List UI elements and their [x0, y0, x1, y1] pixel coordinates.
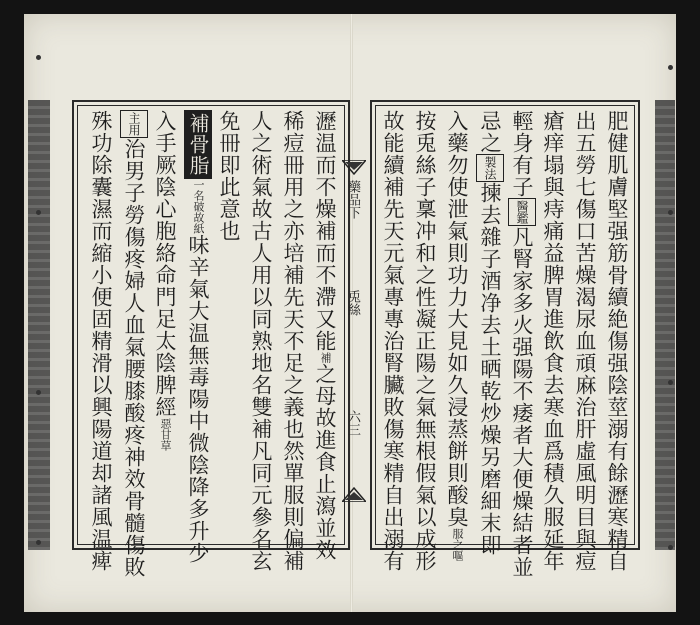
banxin-herb-name: 兎絲 [345, 290, 360, 316]
fish-tail-mark-top [342, 160, 366, 176]
binding-hole [668, 210, 673, 215]
right-column-5: 忌之製法揀去雜子酒净去土晒乾炒燥另磨細末即 [478, 110, 502, 556]
left-column-1: 瀝温而不燥補而不滯又能補之母故進食止瀉並效 [313, 110, 337, 561]
left-page-frame [72, 100, 350, 578]
fish-tail-mark-bottom [342, 486, 366, 502]
right-column-1: 肥健肌膚堅强筋骨續絶傷强陰莖溺有餘瀝寒精自 [605, 110, 629, 572]
banxin-page-number: 六三 [345, 410, 360, 436]
entry-title: 補骨脂 [184, 110, 212, 179]
left-column-6: 入手厥陰心胞絡命門足太陰脾經惡甘草 [153, 110, 177, 451]
left-column-2: 稀痘冊用之亦培補先天不足之義也然單服則偏補 [281, 110, 305, 572]
binding-hole [668, 380, 673, 385]
citation-label: 醫鑑 [508, 198, 536, 226]
page-edge-right [655, 100, 675, 550]
right-column-3: 瘡痒塌與痔痛益脾胃進飲食去寒血爲積久服延年 [541, 110, 565, 572]
binding-hole [36, 55, 41, 60]
left-column-4: 免冊即此意也 [217, 110, 241, 242]
right-page-frame [370, 100, 640, 578]
right-column-4: 輕身有子醫鑑凡腎家多火强陽不痿者大便燥結者並 [510, 110, 534, 578]
binding-hole [36, 390, 41, 395]
section-label: 主用 [120, 110, 148, 138]
left-column-5: 補骨脂一名破故紙味辛氣大温無毒陽中微陰降多升少 [184, 110, 212, 564]
binding-hole [36, 210, 41, 215]
binding-hole [668, 65, 673, 70]
page-edge-left [28, 100, 50, 550]
right-column-7: 按兎絲子稟冲和之性凝正陽之氣無根假氣以成形 [413, 110, 437, 572]
binding-hole [36, 540, 41, 545]
left-column-7: 主用治男子勞傷疼婦人血氣腰膝酸疼神效骨髓傷敗 [122, 112, 146, 578]
section-label: 製法 [476, 154, 504, 182]
binding-hole [668, 545, 673, 550]
left-column-8: 殊功除囊濕而縮小便固精滑以興陽道却諸風温痺 [89, 110, 113, 572]
right-column-6: 入藥勿使泄氣則功力大見如久浸蒸餅則酸臭服之嘔 [445, 110, 469, 561]
left-column-3: 人之術氣故古人用以同熟地名雙補凡同元參名玄 [249, 110, 273, 572]
right-column-8: 故能續補先天元氣專專治腎臟敗傷寒精自出溺有 [381, 110, 405, 572]
banxin-title: 藥品下 [345, 180, 360, 219]
right-column-2: 出五勞七傷口苦燥渴尿血頑麻治肝虛風明目與痘 [573, 110, 597, 572]
banxin [338, 100, 370, 550]
